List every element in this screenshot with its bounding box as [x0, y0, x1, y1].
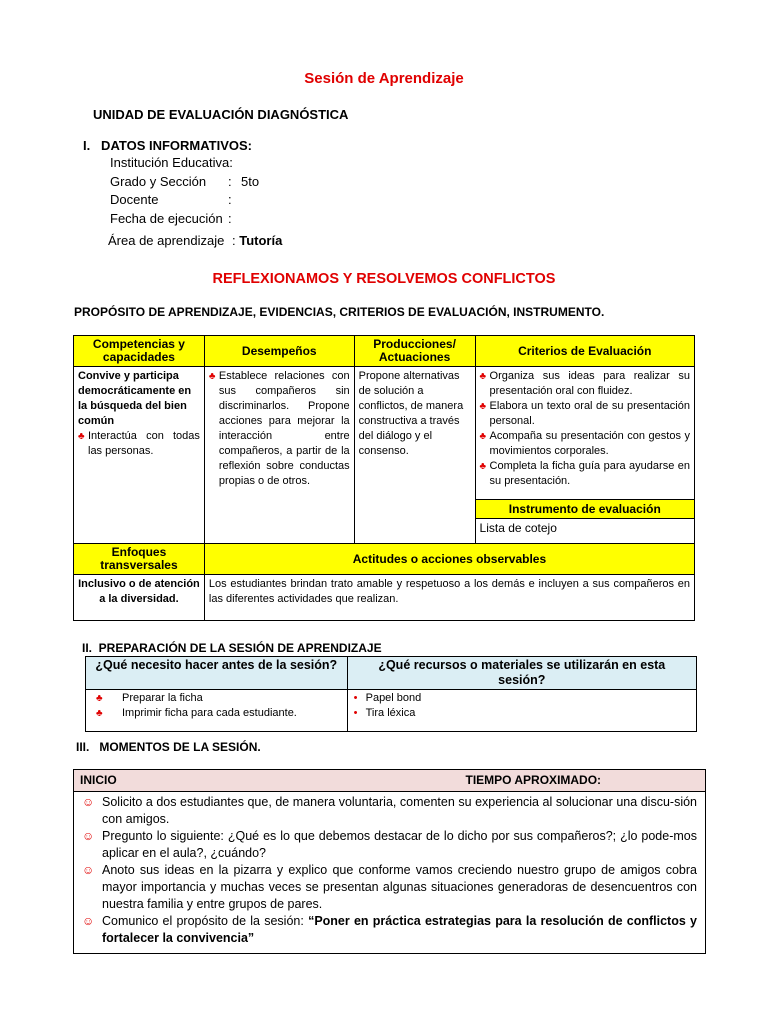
- inicio-content: [74, 792, 706, 954]
- club-icon: ♣: [479, 401, 487, 412]
- club-icon: ♣: [479, 431, 487, 442]
- list-item: • Papel bond: [353, 692, 422, 704]
- list-item: ☺ Solicito a dos estudiantes que, de manera voluntaria, comenten su experiencia al solucionar una discu-sión con amigos.: [82, 795, 697, 826]
- list-item: • Tira léxica: [353, 707, 416, 719]
- actitud-cell: Los estudiantes brindan trato amable y respetuoso a los demás e incluyen a sus compañeros en las diferentes actividades que realizan.: [204, 575, 694, 621]
- criterio-item: ♣ Elabora un texto oral de su presentación personal.: [479, 400, 690, 427]
- smiley-icon: ☺: [82, 795, 95, 809]
- club-icon: ♣: [78, 431, 85, 442]
- prep-antes-cell: [86, 690, 348, 732]
- instrumento-cell: Lista de cotejo: [475, 519, 694, 544]
- datos-fecha: Fecha de ejecución :: [110, 211, 232, 226]
- criterio-item: ♣ Completa la ficha guía para ayudarse en su presentación.: [479, 460, 690, 487]
- bullet-icon: •: [353, 692, 358, 704]
- inicio-header: [74, 770, 706, 792]
- datos-docente: Docente :: [110, 192, 232, 207]
- list-item: ☺ Anoto sus ideas en la pizarra y explico que conforme vamos creciendo nuestro grupo de amigos cobra mayor importancia y muchas veces se presentan algunas situaciones generadoras de desencuentros con nuestra familia y entre grupos de pares.: [82, 863, 697, 911]
- preparacion-table: [85, 656, 697, 732]
- enfoque-cell: Inclusivo o de atención a la diversidad.: [74, 575, 205, 621]
- datos-grado: Grado y Sección : 5to: [110, 174, 260, 189]
- proposito-heading: PROPÓSITO DE APRENDIZAJE, EVIDENCIAS, CRITERIOS DE EVALUACIÓN, INSTRUMENTO.: [74, 305, 605, 319]
- smiley-icon: ☺: [82, 914, 95, 928]
- unidad-title: UNIDAD DE EVALUACIÓN DIAGNÓSTICA: [93, 107, 349, 122]
- competencia-cell: [74, 367, 205, 544]
- datos-label: Área de aprendizaje: [108, 233, 225, 248]
- criterios-cell: [475, 367, 694, 500]
- desempeno-text: Establece relaciones con sus compañeros sin discriminarlos. Propone acciones para mejorar la interacción entre compañeros, a partir de la reflexión sobre conductas propias o de otros.: [218, 370, 350, 487]
- list-item: ☺ Pregunto lo siguiente: ¿Qué es lo que debemos destacar de lo dicho por sus compañeros?; ¿lo pode-mos aplicar en el aula?, ¿cuándo?: [82, 829, 697, 860]
- datos-label: Institución Educativa:: [110, 155, 233, 170]
- desempeno-cell: [204, 367, 354, 544]
- datos-area: Área de aprendizaje : Tutoría: [108, 233, 283, 248]
- header-criterios: Criterios de Evaluación: [475, 336, 694, 367]
- list-item: ♣ Preparar la ficha: [92, 691, 341, 706]
- momentos-heading: III. MOMENTOS DE LA SESIÓN.: [76, 740, 261, 754]
- list-item: ☺ Comunico el propósito de la sesión: “Poner en práctica estrategias para la resolución de conflictos y fortalecer la convivencia”: [82, 914, 697, 945]
- instrumento-header: Instrumento de evaluación: [475, 500, 694, 519]
- smiley-icon: ☺: [82, 863, 95, 877]
- smiley-icon: ☺: [82, 829, 95, 843]
- prep-recursos-cell: [347, 690, 696, 732]
- header-enfoques: Enfoques transversales: [74, 544, 205, 575]
- club-icon: ♣: [96, 708, 103, 719]
- page-title: Sesión de Aprendizaje: [304, 70, 464, 87]
- datos-institucion: [110, 155, 233, 170]
- datos-heading: I. DATOS INFORMATIVOS:: [83, 138, 252, 153]
- header-actitudes: Actitudes o acciones observables: [204, 544, 694, 575]
- criterio-item: ♣ Organiza sus ideas para realizar su presentación oral con fluidez.: [479, 370, 690, 397]
- datos-label: Fecha de ejecución: [110, 211, 223, 226]
- proposito-table: [73, 335, 695, 621]
- preparacion-heading: II. PREPARACIÓN DE LA SESIÓN DE APRENDIZAJE: [82, 641, 382, 655]
- momentos-table: [73, 769, 706, 954]
- datos-value: Tutoría: [239, 233, 283, 248]
- club-icon: ♣: [96, 693, 103, 704]
- header-producciones: Producciones/ Actuaciones: [354, 336, 475, 367]
- section-subtitle: REFLEXIONAMOS Y RESOLVEMOS CONFLICTOS: [212, 271, 556, 287]
- header-desempenos: Desempeños: [204, 336, 354, 367]
- tiempo-label: TIEMPO APROXIMADO:: [465, 773, 602, 787]
- datos-label: Docente: [110, 192, 159, 207]
- club-icon: ♣: [208, 371, 216, 382]
- produccion-cell: Propone alternativas de solución a conflictos, de manera constructiva a través del diálogo y el consenso.: [354, 367, 475, 544]
- bullet-icon: •: [353, 707, 358, 719]
- club-icon: ♣: [479, 371, 487, 382]
- inicio-label: INICIO: [80, 773, 117, 787]
- proposito-sesion: “Poner en práctica estrategias para la resolución de conflictos y fortalecer la convivencia”: [102, 914, 697, 945]
- criterio-item: ♣ Acompaña su presentación con gestos y movimientos corporales.: [479, 430, 690, 457]
- club-icon: ♣: [479, 461, 487, 472]
- prep-header-antes: ¿Qué necesito hacer antes de la sesión?: [86, 657, 348, 690]
- header-competencias: Competencias y capacidades: [74, 336, 205, 367]
- capacidad-item: ♣ Interactúa con todas las personas.: [78, 430, 200, 457]
- competencia-text: Convive y participa democráticamente en la búsqueda del bien común: [78, 370, 192, 427]
- datos-label: Grado y Sección: [110, 174, 207, 189]
- datos-value: 5to: [241, 174, 260, 189]
- prep-header-recursos: ¿Qué recursos o materiales se utilizarán en esta sesión?: [347, 657, 696, 690]
- list-item: ♣ Imprimir ficha para cada estudiante.: [92, 706, 341, 721]
